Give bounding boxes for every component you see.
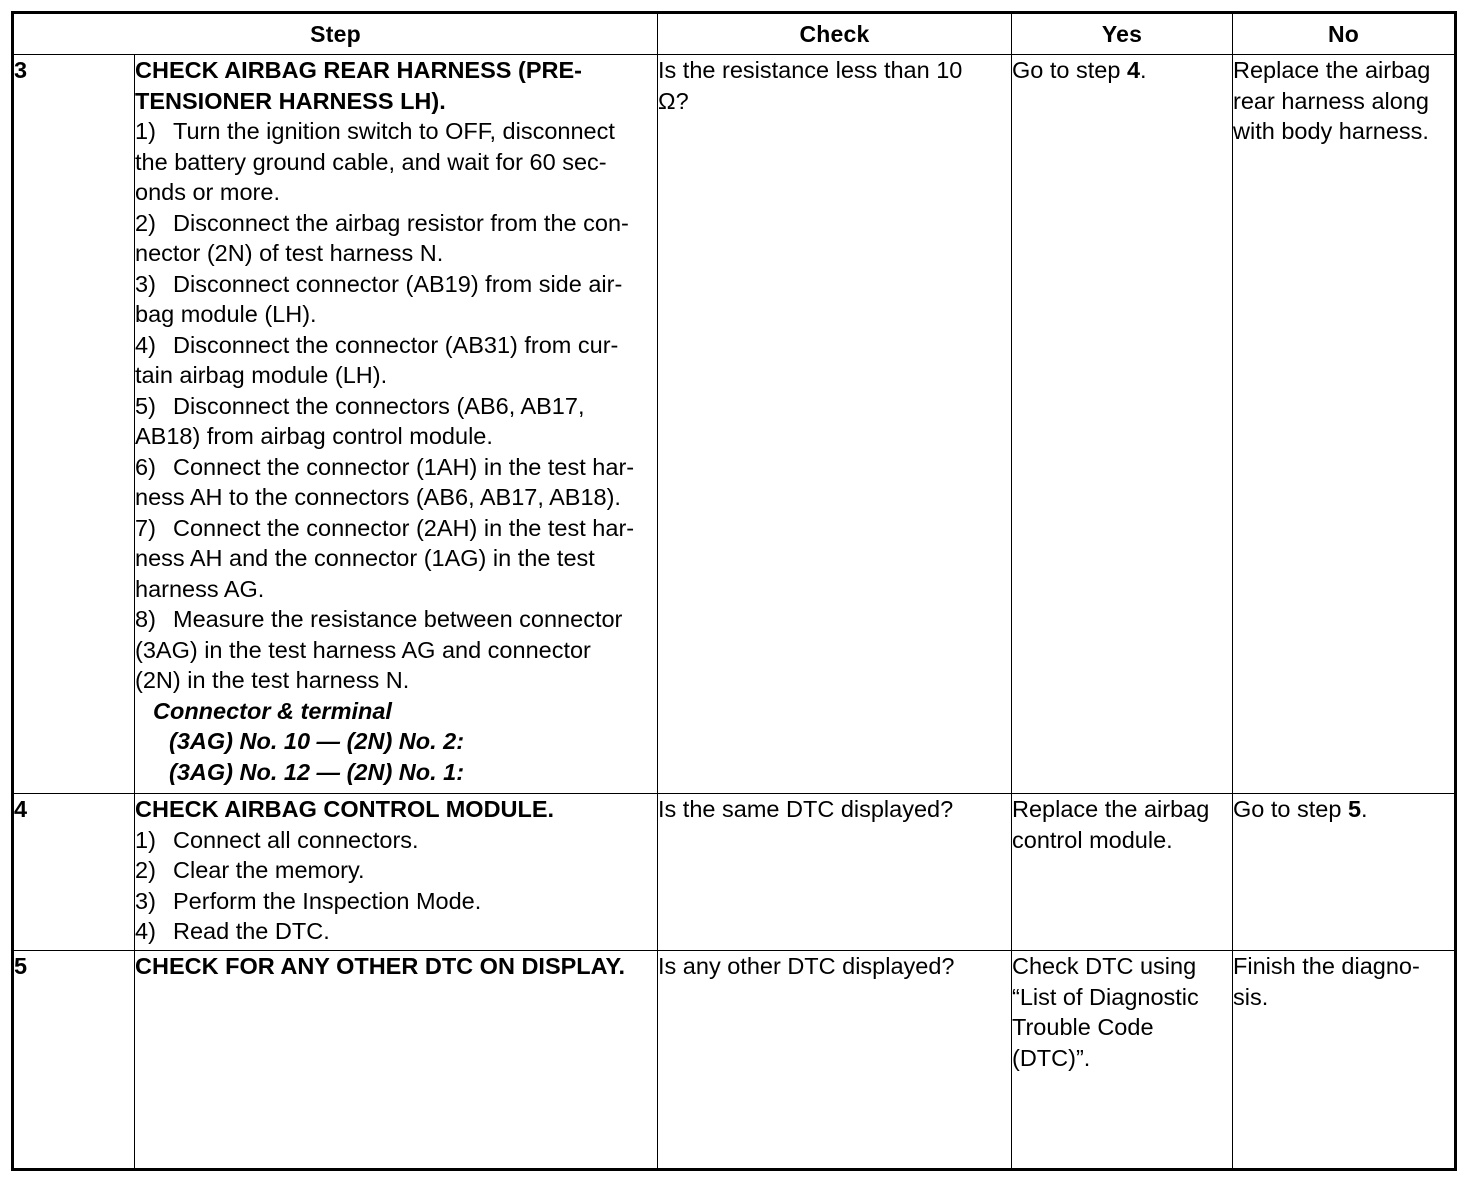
procedure-item: 4) Disconnect the connector (AB31) from cur-: [135, 331, 619, 358]
procedure-line: ness AH to the connectors (AB6, AB17, AB18).: [135, 484, 621, 510]
check-cell: Is any other DTC displayed?: [658, 951, 1012, 1170]
check-cell: Is the same DTC displayed?: [658, 794, 1012, 951]
table-row: [13, 55, 1456, 794]
table-row: [13, 794, 1456, 951]
procedure-line: tain airbag module (LH).: [135, 362, 388, 388]
procedure-line: ness AH and the connector (1AG) in the test: [135, 545, 595, 571]
procedure-line: harness AG.: [135, 575, 265, 602]
step-description: [135, 794, 658, 951]
procedure-item: 2) Disconnect the airbag resistor from the con-: [135, 209, 629, 236]
header-row: [13, 13, 1456, 55]
no-cell: Replace the airbag rear harness along with body harness.: [1233, 55, 1456, 794]
step-number: 3: [13, 55, 135, 794]
spec-line: (3AG) No. 12 — (2N) No. 1:: [169, 758, 465, 785]
procedure-item: 2) Clear the memory.: [135, 857, 365, 883]
procedure-item: 5) Disconnect the connectors (AB6, AB17,: [135, 392, 585, 419]
step-description: [135, 55, 658, 794]
header-step: Step: [13, 13, 658, 55]
check-cell: Is the resistance less than 10 Ω?: [658, 55, 1012, 794]
procedure-item: 1) Connect all connectors.: [135, 826, 419, 853]
yes-cell: Check DTC using “List of Diagnostic Trouble Code (DTC)”.: [1012, 951, 1233, 1170]
step-title: CHECK AIRBAG REAR HARNESS (PRE-: [135, 57, 582, 83]
step-title: CHECK FOR ANY OTHER DTC ON DISPLAY.: [135, 953, 626, 979]
header-no: No: [1233, 13, 1456, 55]
procedure-line: onds or more.: [135, 179, 280, 205]
procedure-line: (2N) in the test harness N.: [135, 667, 410, 693]
table-row: [13, 951, 1456, 1170]
procedure-line: the battery ground cable, and wait for 60 sec-: [135, 148, 607, 175]
no-cell: Finish the diagno- sis.: [1233, 951, 1456, 1170]
header-yes: Yes: [1012, 13, 1233, 55]
spec-heading: Connector & terminal: [153, 697, 392, 724]
procedure-line: (3AG) in the test harness AG and connector: [135, 636, 591, 663]
procedure-item: 3) Disconnect connector (AB19) from side air-: [135, 270, 623, 297]
yes-cell: Replace the airbag control module.: [1012, 794, 1233, 951]
diagnostic-table: [11, 11, 1457, 1171]
step-number: 5: [13, 951, 135, 1170]
procedure-line: bag module (LH).: [135, 301, 317, 327]
procedure-item: 8) Measure the resistance between connector: [135, 606, 623, 632]
no-cell: Go to step 5.: [1233, 794, 1456, 951]
procedure-item: 4) Read the DTC.: [135, 918, 330, 944]
procedure-item: 3) Perform the Inspection Mode.: [135, 887, 482, 914]
step-description: [135, 951, 658, 1170]
procedure-item: 7) Connect the connector (2AH) in the test har-: [135, 514, 635, 541]
procedure-item: 6) Connect the connector (1AH) in the test har-: [135, 453, 635, 480]
spec-line: (3AG) No. 10 — (2N) No. 2:: [169, 728, 465, 754]
procedure-line: nector (2N) of test harness N.: [135, 240, 444, 266]
step-title: TENSIONER HARNESS LH).: [135, 87, 446, 114]
header-check: Check: [658, 13, 1012, 55]
yes-cell: Go to step 4.: [1012, 55, 1233, 794]
step-title: CHECK AIRBAG CONTROL MODULE.: [135, 796, 555, 822]
step-number: 4: [13, 794, 135, 951]
procedure-line: AB18) from airbag control module.: [135, 423, 493, 449]
procedure-item: 1) Turn the ignition switch to OFF, disconnect: [135, 118, 615, 144]
